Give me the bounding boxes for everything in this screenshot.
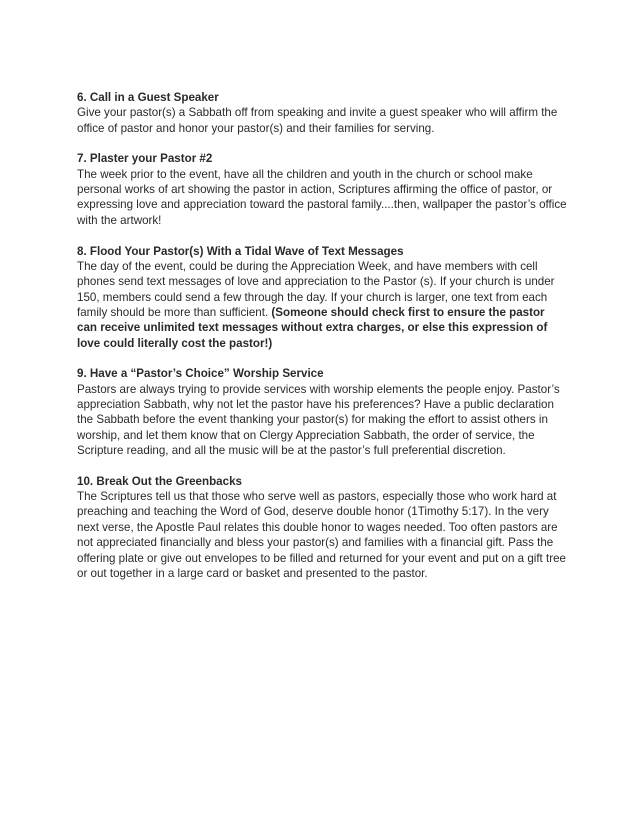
section-body: The Scriptures tell us that those who serve well as pastors, especially those who work hard at preaching and teaching the Word of God, deserve double honor (1Timothy 5:17). In the very next verse, the Apostle Paul relates this double honor to wages needed. Too often pastors are not appreciated financially and bless your pastor(s) and families with a financial gift. Pass the offering plate or give out envelopes to be filled and returned for your event and put on a gift tree or out together in a large card or basket and presented to the pastor. <box>77 490 566 580</box>
document-page <box>77 90 567 597</box>
section-plaster-pastor <box>77 151 567 228</box>
section-heading: 7. Plaster your Pastor #2 <box>77 152 213 166</box>
section-body: Pastors are always trying to provide services with worship elements the people enjoy. Pastor’s appreciation Sabbath, why not let the pastor have his preferences? Have a public declaration the Sabbath before the event thanking your pastor(s) for making the effort to assist others in worship, and let them know that on Clergy Appreciation Sabbath, the order of service, the Scripture reading, and all the music will be at the pastor’s full preferential discretion. <box>77 382 560 458</box>
section-body-wrapper <box>77 259 567 351</box>
section-body: The week prior to the event, have all the children and youth in the church or school make personal works of art showing the pastor in action, Scriptures affirming the office of pastor, or expressing love and appreciation toward the pastoral family....then, wallpaper the pastor’s office with the artwork! <box>77 167 567 227</box>
section-text-messages <box>77 244 567 351</box>
section-heading: 8. Flood Your Pastor(s) With a Tidal Wave of Text Messages <box>77 244 404 258</box>
section-heading: 9. Have a “Pastor’s Choice” Worship Service <box>77 367 324 381</box>
section-heading: 6. Call in a Guest Speaker <box>77 91 219 104</box>
section-pastors-choice <box>77 366 567 458</box>
section-guest-speaker <box>77 90 567 136</box>
section-heading: 10. Break Out the Greenbacks <box>77 474 242 488</box>
section-body: Give your pastor(s) a Sabbath off from speaking and invite a guest speaker who will affirm the office of pastor and honor your pastor(s) and their families for serving. <box>77 106 558 135</box>
section-greenbacks <box>77 474 567 581</box>
section-body-bold-note: (Someone should check first to ensure the pastor can receive unlimited text messages without extra charges, or else this expression of love could literally cost the pastor!) <box>77 305 548 350</box>
section-body: The day of the event, could be during the Appreciation Week, and have members with cell phones send text messages of love and appreciation to the Pastor (s). If your church is under 150, members could send a few through the day. If your church is larger, one text from each family should be more than sufficient. <box>77 259 555 319</box>
